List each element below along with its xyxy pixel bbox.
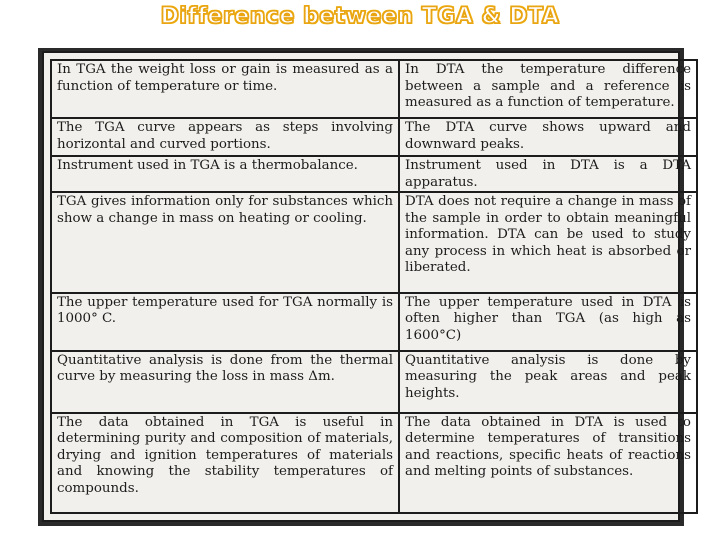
- comparison-sheet: [42, 51, 691, 522]
- tga-cell: In TGA the weight loss or gain is measured as a function of temperature or time.: [51, 60, 399, 118]
- comparison-table: [50, 59, 698, 514]
- table-row: [51, 351, 697, 413]
- tga-cell: The TGA curve appears as steps involving horizontal and curved portions.: [51, 118, 399, 156]
- tga-cell: TGA gives information only for substances which show a change in mass on heating or cooling.: [51, 192, 399, 292]
- table-row: [51, 118, 697, 156]
- table-row: [51, 156, 697, 192]
- slide-title: Difference between TGA & DTA: [160, 4, 560, 29]
- dta-cell: DTA does not require a change in mass of the sample in order to obtain meaningful information. DTA can be used to study any process in which heat is absorbed or liberated.: [399, 192, 697, 292]
- document-photo: [38, 48, 691, 526]
- tga-cell: The data obtained in TGA is useful in determining purity and composition of materials, drying and ignition temperatures of materials and knowing the stability temperatures of compounds.: [51, 413, 399, 513]
- table-row: [51, 413, 697, 513]
- dta-cell: The DTA curve shows upward and downward peaks.: [399, 118, 697, 156]
- dta-cell: The upper temperature used in DTA is often higher than TGA (as high as 1600°C): [399, 293, 697, 351]
- table-row: [51, 293, 697, 351]
- dta-cell: Quantitative analysis is done by measuring the peak areas and peak heights.: [399, 351, 697, 413]
- table-row: [51, 60, 697, 118]
- table-row: [51, 192, 697, 292]
- dta-cell: Instrument used in DTA is a DTA apparatus.: [399, 156, 697, 192]
- tga-cell: The upper temperature used for TGA normally is 1000° C.: [51, 293, 399, 351]
- tga-cell: Instrument used in TGA is a thermobalance.: [51, 156, 399, 192]
- tga-cell: Quantitative analysis is done from the thermal curve by measuring the loss in mass Δm.: [51, 351, 399, 413]
- dta-cell: The data obtained in DTA is used to determine temperatures of transitions and reactions, specific heats of reactions and melting points of substances.: [399, 413, 697, 513]
- dta-cell: In DTA the temperature difference between a sample and a reference is measured as a function of temperature.: [399, 60, 697, 118]
